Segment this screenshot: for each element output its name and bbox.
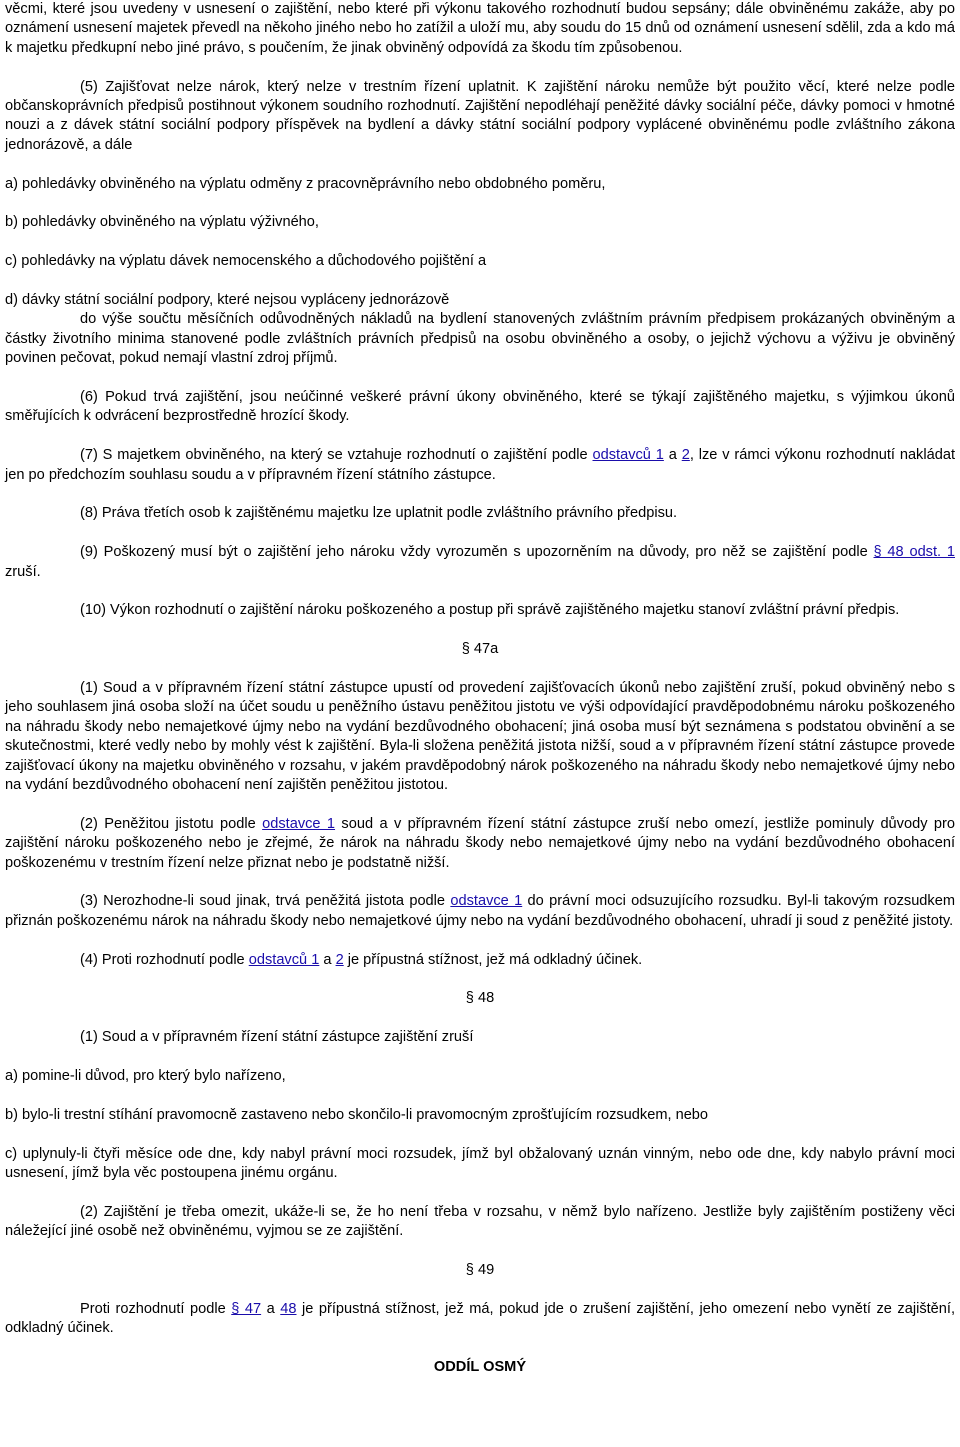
section-47a-paragraph-2 <box>5 815 955 873</box>
section-47a-p2-text-b: soud a v přípravném řízení státní zástupce zruší nebo omezí, jestliže pominuly důvody pro zajištění nároku poškozeného nebo je zřejmé, že nárok na náhradu škody nebo nemajetkové újmy nebo na vydání bezdůvodného obohacení poškozenému v trestním řízení nelze přiznat nebo je podstatně nižší. <box>5 815 955 871</box>
section-49-text-b: a <box>261 1300 281 1317</box>
paragraph-9-text-a: (9) Poškozený musí být o zajištění jeho nároku vždy vyrozuměn s upozorněním na důvody, pro něž se zajištění podle <box>80 544 874 561</box>
section-47a-p2-text-a: (2) Peněžitou jistotu podle <box>80 815 263 832</box>
section-48-item-a: a) pomine-li důvod, pro který bylo nařízeno, <box>5 1068 286 1085</box>
section-47a-paragraph-4 <box>5 951 955 970</box>
link-odstavce-1[interactable]: odstavce 1 <box>450 893 523 910</box>
paragraph-5-item-c: c) pohledávky na výplatu dávek nemocenského a důchodového pojištění a <box>5 253 487 270</box>
link-odstavcu-1[interactable]: odstavců 1 <box>248 951 320 968</box>
paragraph-7-text-b: a <box>663 447 682 464</box>
section-47a-p4-text-a: (4) Proti rozhodnutí podle <box>80 951 249 968</box>
part-heading-oddil-osmy: ODDÍL OSMÝ <box>433 1359 527 1376</box>
section-47a-p3-text-b: do právní moci odsuzujícího rozsudku. Byl-li takovým rozsudkem přiznán poškozenému nárok na náhradu škody nebo nemajetkové újmy nebo na vydání bezdůvodného obohacení, uhradí ji soud z peněžité jistoty. <box>5 893 955 929</box>
paragraph-7-text-a: (7) S majetkem obviněného, na který se vztahuje rozhodnutí o zajištění podle <box>80 447 593 464</box>
paragraph-9 <box>5 543 955 582</box>
link-section-48[interactable]: 48 <box>280 1300 297 1317</box>
paragraph-5-item-d: d) dávky státní sociální podpory, které nejsou vypláceny jednorázově <box>5 292 450 309</box>
paragraph-intro: věcmi, které jsou uvedeny v usnesení o zajištění, nebo které při výkonu takového rozhodnutí budou sepsány; dále obviněnému zakáže, aby po oznámení usnesení majetek převedl na někoho jiného nebo ho zatížil a uloží mu, aby soudu do 15 dnů od oznámení usnesení sdělil, zda a kdo má k majetku předkupní nebo jiné právo, s poučením, že jinak obviněný odpovídá za škodu tím způsobenou. <box>5 1 955 56</box>
link-odstavec-2[interactable]: 2 <box>681 447 690 464</box>
link-section-47[interactable]: § 47 <box>231 1300 262 1317</box>
paragraph-7 <box>5 446 955 485</box>
section-48-paragraph-2: (2) Zajištění je třeba omezit, ukáže-li se, že ho není třeba v rozsahu, v němž bylo nařízeno. Jestliže byly zajištěním postiženy věci náležející jiné osobě než obviněnému, vyjmou se ze zajištění. <box>5 1203 955 1240</box>
paragraph-5: (5) Zajišťovat nelze nárok, který nelze v trestním řízení uplatnit. K zajištění nároku nemůže být použito věcí, které nelze podle občanskoprávních předpisů postihnout výkonem soudního rozhodnutí. Zajištění nepodléhají peněžité dávky sociální péče, dávky pomoci v hmotné nouzi a z dávek státní sociální podpory příspěvek na bydlení a dávky státní sociální podpory vyplácené obviněnému podle zvláštního zákona jednorázově, a dále <box>5 78 955 153</box>
paragraph-5-tail: do výše součtu měsíčních odůvodněných nákladů na bydlení stanovených zvláštním právním předpisem prokázaných obviněným a částky životního minima stanovené podle zvláštních právních předpisů na osobu obviněného a osoby, o jejichž výchovu a výživu je obviněný povinen pečovat, pokud nemají vlastní zdroj příjmů. <box>5 311 955 367</box>
section-47a-p4-text-b: a <box>319 951 336 968</box>
link-odstavcu-1[interactable]: odstavců 1 <box>592 447 664 464</box>
section-heading-48: § 48 <box>465 990 495 1007</box>
link-section-48-odst-1[interactable]: § 48 odst. 1 <box>873 544 955 561</box>
section-48-item-b: b) bylo-li trestní stíhání pravomocně zastaveno nebo skončilo-li pravomocným zprošťujícím rozsudkem, nebo <box>5 1106 709 1123</box>
paragraph-5-item-a: a) pohledávky obviněného na výplatu odměny z pracovněprávního nebo obdobného poměru, <box>5 175 606 192</box>
paragraph-8: (8) Práva třetích osob k zajištěnému majetku lze uplatnit podle zvláštního právního předpisu. <box>80 505 678 522</box>
section-47a-paragraph-3 <box>5 892 955 931</box>
section-heading-49: § 49 <box>465 1262 495 1279</box>
paragraph-6: (6) Pokud trvá zajištění, jsou neúčinné veškeré právní úkony obviněného, které se týkají zajištěného majetku, s výjimkou úkonů směřujících k odvrácení bezprostředně hrozící škody. <box>5 389 955 425</box>
paragraph-10: (10) Výkon rozhodnutí o zajištění nároku poškozeného a postup při správě zajištěného majetku stanoví zvláštní právní předpis. <box>80 602 900 619</box>
paragraph-9-text-b: zruší. <box>5 563 41 580</box>
section-47a-paragraph-1: (1) Soud a v přípravném řízení státní zástupce upustí od provedení zajišťovacích úkonů nebo zajištění zruší, pokud obviněný nebo s jeho souhlasem jiná osoba složí na účet soudu u peněžního ústavu peněžitou jistotu ve výši odpovídající pravděpodobnému nároku poškozeného na náhradu škody nebo nemajetkové újmy nebo na vydání bezdůvodného obohacení; jiná osoba musí být seznámena s podstatou obvinění a se skutečnostmi, které vedly nebo by mohly vést k zajištění. Byla-li složena peněžitá jistota nižší, soud a v přípravném řízení státní zástupce provede zajišťovací úkony na majetku obviněného v rozsahu, v jakém pravděpodobný nárok poškozeného na náhradu škody nebo nemajetkové újmy nebo na vydání bezdůvodného obohacení není zajištěn peněžitou jistotou. <box>5 680 955 794</box>
section-49-text-a: Proti rozhodnutí podle <box>80 1300 232 1317</box>
section-heading-47a: § 47a <box>461 641 499 658</box>
paragraph-7-text-c: , lze v rámci výkonu rozhodnutí nakládat jen po předchozím souhlasu soudu a v přípravném řízení státního zástupce. <box>5 447 955 483</box>
link-odstavec-2[interactable]: 2 <box>335 951 344 968</box>
paragraph-5-item-b: b) pohledávky obviněného na výplatu výživného, <box>5 214 319 231</box>
section-48-paragraph-1: (1) Soud a v přípravném řízení státní zástupce zajištění zruší <box>80 1029 474 1046</box>
section-47a-p4-text-c: je přípustná stížnost, jež má odkladný účinek. <box>343 951 643 968</box>
section-49-text-c: je přípustná stížnost, jež má, pokud jde o zrušení zajištění, jeho omezení nebo vynětí ze zajištění, odkladný účinek. <box>5 1300 956 1337</box>
section-48-item-c: c) uplynuly-li čtyři měsíce ode dne, kdy nabyl právní moci rozsudek, jímž byl obžalovaný uznán vinným, nebo ode dne, kdy nabylo právní moci usnesení, jímž byla věc postoupena jinému orgánu. <box>5 1145 955 1182</box>
section-47a-p3-text-a: (3) Nerozhodne-li soud jinak, trvá peněžitá jistota podle <box>80 893 451 910</box>
section-49-paragraph <box>5 1300 955 1339</box>
link-odstavce-1[interactable]: odstavce 1 <box>262 815 336 832</box>
